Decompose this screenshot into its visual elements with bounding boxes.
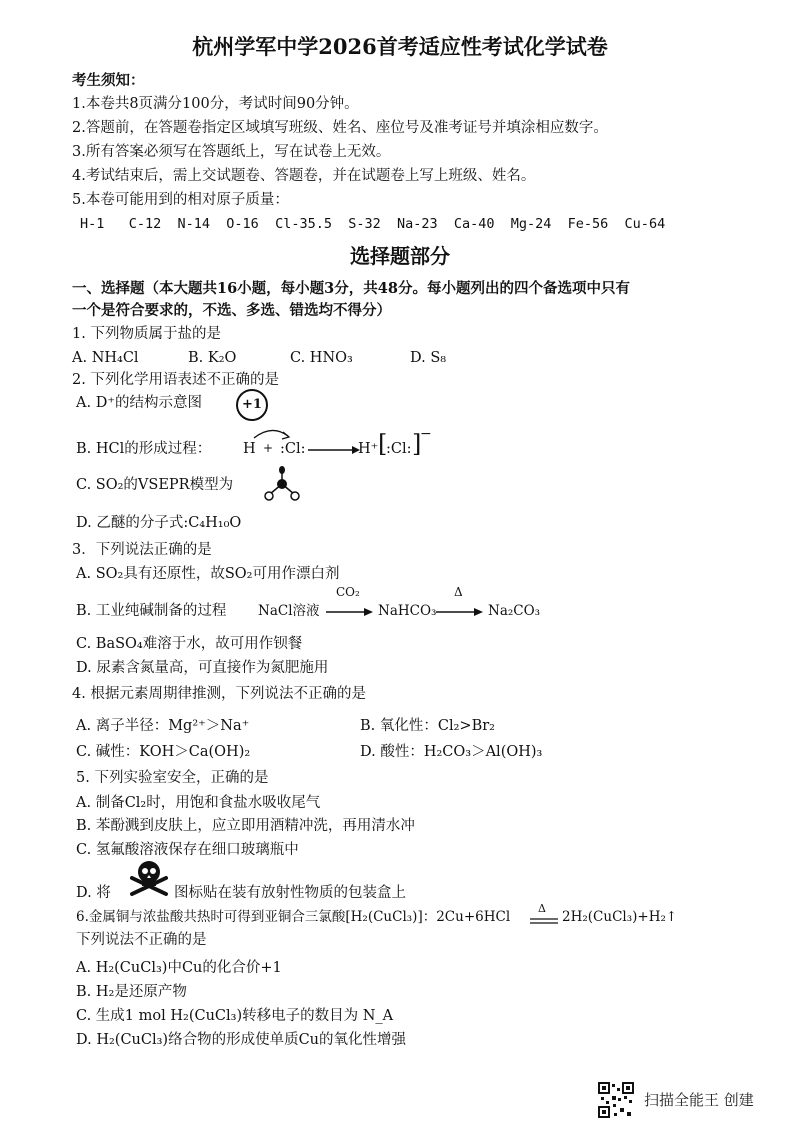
- instruction-line: 一、选择题（本大题共16小题，每小题3分，共48分。每小题列出的四个备选项中只有: [72, 280, 630, 297]
- bracket-right: ]: [412, 430, 422, 458]
- q5-option-a: A. 制备Cl₂时，用饱和食盐水吸收尾气: [76, 795, 321, 811]
- q5-option-b: B. 苯酚溅到皮肤上，应立即用酒精冲洗，再用清水冲: [76, 818, 415, 834]
- q6-reaction-products: 2H₂(CuCl₃)+H₂↑: [562, 909, 678, 925]
- product-h-plus: H⁺: [358, 441, 379, 457]
- q2-option-b: B. HCl的形成过程：: [76, 441, 212, 457]
- footer-watermark: 扫描全能王 创建: [644, 1091, 754, 1109]
- exam-title: 杭州学军中学2026首考适应性考试化学试卷: [192, 34, 608, 59]
- q6-stem: 6.金属铜与浓盐酸共热时可得到亚铜合三氯酸[H₂(CuCl₃)]：2Cu+6HCl: [76, 909, 511, 925]
- instruction-line: 一个是符合要求的，不选、多选、错选均不得分）: [72, 302, 391, 319]
- reaction-arrow-icon: [306, 444, 366, 456]
- q6-reaction-condition: Δ: [538, 902, 546, 915]
- skull-crossbones-icon: [128, 858, 170, 896]
- process-mid: NaHCO₃: [378, 603, 437, 619]
- q4-option-c: C. 碱性：KOH＞Ca(OH)₂: [76, 744, 251, 760]
- section-title: 选择题部分: [350, 244, 450, 268]
- q1-option-b: B. K₂O: [188, 350, 237, 366]
- q5-stem: 5. 下列实验室安全，正确的是: [76, 770, 269, 786]
- q3-option-b: B. 工业纯碱制备的过程: [76, 603, 227, 619]
- electron-dot-h: H: [243, 441, 256, 457]
- q3-option-c: C. BaSO₄难溶于水，故可用作钡餐: [76, 636, 303, 652]
- q1-option-c: C. HNO₃: [290, 350, 353, 366]
- q1-option-a: A. NH₄Cl: [72, 350, 139, 366]
- notice-item: 1.本卷共8页满分100分，考试时间90分钟。: [72, 96, 359, 112]
- q5-option-d-pre: D. 将: [76, 885, 111, 901]
- q3-stem: 3．下列说法正确的是: [72, 542, 212, 558]
- nucleus-diagram-icon: +1: [236, 389, 268, 421]
- electron-dot-plus: +: [263, 441, 274, 455]
- qr-code-icon: [598, 1082, 634, 1118]
- bracket-left: [: [378, 430, 388, 458]
- equals-sign-icon: [530, 917, 560, 925]
- q6-option-b: B. H₂是还原产物: [76, 984, 187, 1000]
- q6-stem-2: 下列说法不正确的是: [76, 932, 207, 948]
- q5-option-d-post: 图标贴在装有放射性物质的包装盒上: [174, 885, 406, 901]
- product-cl-ion: :Cl:: [386, 441, 412, 457]
- q5-option-c: C. 氢氟酸溶液保存在细口玻璃瓶中: [76, 842, 299, 858]
- q6-option-a: A. H₂(CuCl₃)中Cu的化合价+1: [76, 960, 282, 976]
- q4-option-d: D. 酸性：H₂CO₃＞Al(OH)₃: [360, 744, 543, 760]
- notice-heading: 考生须知：: [72, 72, 145, 89]
- q2-option-c: C. SO₂的VSEPR模型为: [76, 477, 234, 493]
- q4-option-a: A. 离子半径：Mg²⁺＞Na⁺: [76, 718, 250, 734]
- notice-item: 3.所有答案必须写在答题纸上，写在试卷上无效。: [72, 144, 391, 160]
- q6-option-c: C. 生成1 mol H₂(CuCl₃)转移电子的数目为 N_A: [76, 1008, 394, 1024]
- electron-dot-cl: :Cl:: [280, 441, 306, 457]
- q3-option-d: D. 尿素含氮量高，可直接作为氮肥施用: [76, 660, 329, 676]
- arrow-condition-co2: CO₂: [336, 585, 360, 599]
- process-arrow-icon: [326, 607, 376, 617]
- q2-option-d: D. 乙醚的分子式:C₄H₁₀O: [76, 515, 242, 531]
- process-start: NaCl溶液: [258, 603, 320, 619]
- q4-stem: 4. 根据元素周期律推测，下列说法不正确的是: [72, 686, 366, 702]
- product-charge: −: [420, 426, 432, 442]
- q2-option-a: A. D⁺的结构示意图: [76, 395, 202, 411]
- process-arrow-icon: [436, 607, 486, 617]
- notice-item: 4.考试结束后，需上交试题卷、答题卷，并在试题卷上写上班级、姓名。: [72, 168, 536, 184]
- q1-option-d: D. S₈: [410, 350, 447, 366]
- q6-option-d: D. H₂(CuCl₃)络合物的形成使单质Cu的氧化性增强: [76, 1032, 407, 1048]
- notice-item: 5.本卷可能用到的相对原子质量：: [72, 192, 289, 208]
- q1-stem: 1. 下列物质属于盐的是: [72, 326, 221, 342]
- atomic-masses: H-1 C-12 N-14 O-16 Cl-35.5 S-32 Na-23 Ca-40 Mg-24 Fe-56 Cu-64: [80, 216, 666, 232]
- arrow-condition-heat: Δ: [454, 585, 463, 599]
- process-end: Na₂CO₃: [488, 603, 541, 619]
- vsepr-model-icon: [262, 466, 306, 506]
- q3-option-a: A. SO₂具有还原性，故SO₂可用作漂白剂: [76, 566, 340, 582]
- notice-item: 2.答题前，在答题卷指定区域填写班级、姓名、座位号及准考证号并填涂相应数字。: [72, 120, 608, 136]
- q2-stem: 2. 下列化学用语表述不正确的是: [72, 372, 279, 388]
- electron-transfer-arrow-icon: [252, 426, 312, 466]
- q4-option-b: B. 氧化性：Cl₂>Br₂: [360, 718, 495, 734]
